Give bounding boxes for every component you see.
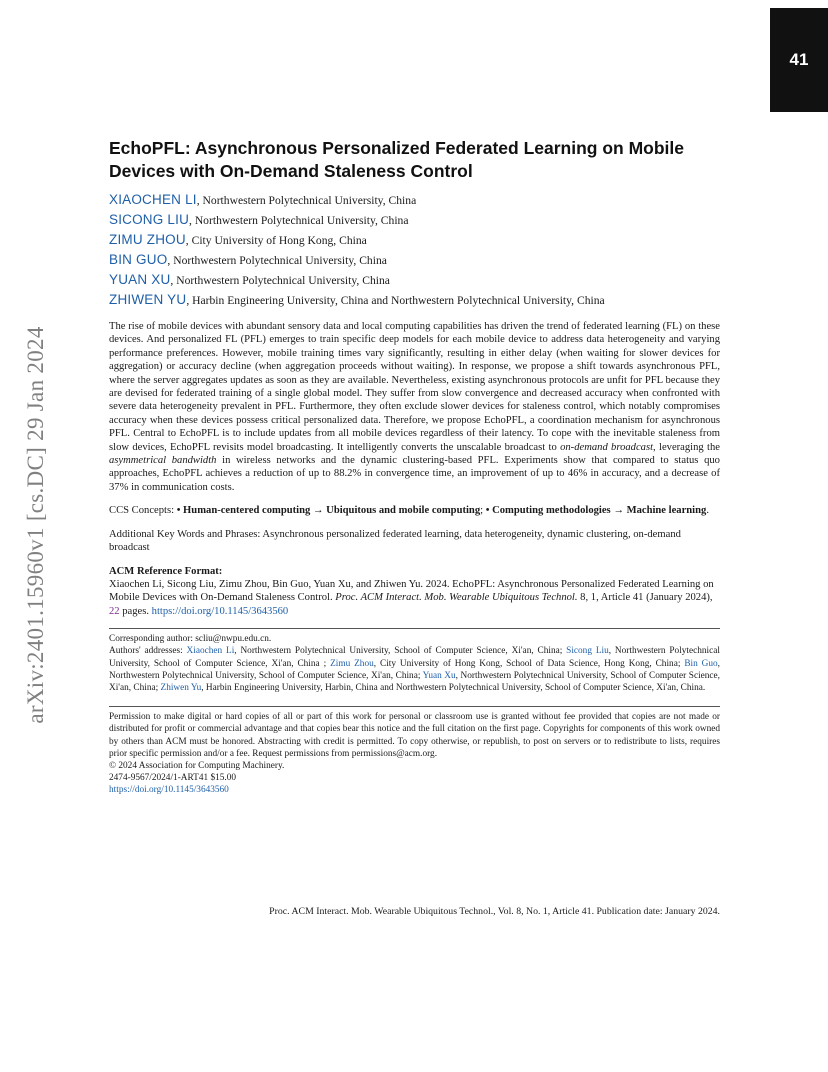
keywords: Additional Key Words and Phrases: Asynchronous personalized federated learning, data heterogeneity, dynamic clustering, on-demand broadcast xyxy=(109,528,681,554)
permission-notice: Permission to make digital or hard copies of all or part of this work for personal or classroom use is granted without fee provided that copies are not made or distributed for profit or commercial advantage and that copies bear this notice and the full citation on the first page. Copyrights for components of this work owned by others than ACM must be honored. Abstracting with credit is permitted. To copy otherwise, or republish, to post on servers or to redistribute to lists, requires prior specific permission and/or a fee. Request permissions from permissions@acm.org. xyxy=(109,712,720,759)
permission-block xyxy=(109,706,720,796)
ccs-concept: • Computing methodologies → Machine learning xyxy=(485,505,707,517)
address-name-link[interactable]: Zimu Zhou xyxy=(330,658,374,669)
author-name[interactable]: ZIMU ZHOU xyxy=(109,232,186,247)
ccs-concepts xyxy=(109,504,720,517)
author-line xyxy=(109,250,720,270)
copyright: © 2024 Association for Computing Machinery. xyxy=(109,760,285,771)
abstract-text: in wireless networks and the dynamic clustering-based PFL. Experiments show that compared to status quo approaches, EchoPFL achieves a reduction of up to 88.2% in convergence time, an improvement of up to 46% in accuracy, and a decrease of 37% in communication costs. xyxy=(109,455,720,493)
author-line xyxy=(109,270,720,290)
page-count-link[interactable]: 22 xyxy=(109,605,120,617)
author-addresses xyxy=(109,645,720,694)
paper-title: EchoPFL: Asynchronous Personalized Federated Learning on Mobile Devices with On-Demand Staleness Control xyxy=(109,138,684,181)
address-name-link[interactable]: Xiaochen Li xyxy=(186,646,235,657)
acm-reference xyxy=(109,578,720,618)
author-affiliation: , City University of Hong Kong, China xyxy=(185,234,367,247)
address-text: , Northwestern Polytechnical University, School of Computer Science, Xi'an, China; xyxy=(234,646,567,657)
author-affiliation: , Northwestern Polytechnical University, China xyxy=(167,254,387,267)
author-list xyxy=(109,190,720,310)
author-name[interactable]: YUAN XU xyxy=(109,272,171,287)
address-text: , Northwestern Polytechnical University, School of Computer Science, Xi'an, China; xyxy=(109,670,721,693)
author-line xyxy=(109,230,720,250)
address-name-link[interactable]: Bin Guo xyxy=(684,658,718,669)
abstract-text: The rise of mobile devices with abundant sensory data and local computing capabilities has driven the trend of federated learning (FL) on these devices. And personalized FL (PFL) emerges to train specific deep models for each mobile device to address data heterogeneity and varying performance preferences. However, mobile training times vary significantly, resulting in either delay (when waiting for slower devices for aggregation) or accuracy decline (when aggregation proceeds without waiting). In response, we propose a shift towards asynchronous PFL, where the server aggregates updates as soon as they are available. Nevertheless, existing asynchronous protocols are unfit for PFL because they are devised for federated training of a single global model. They suffer from slow convergence and decreased accuracy when confronted with severe data heterogeneity prevalent in PFL. Furthermore, they often exclude slower devices for staleness control, which notably compromises accuracy when these devices possess critical personalized data. Therefore, we propose EchoPFL, a coordination mechanism for asynchronous PFL. Central to EchoPFL is to include updates from all mobile devices regardless of their latency. To cope with the inevitable staleness from slow devices, EchoPFL revisits model broadcasting. It intelligently converts the unscalable broadcast to xyxy=(109,321,720,453)
address-text: , Harbin Engineering University, Harbin, China and Northwestern Polytechnical University, School of Computer Science, Xi'an, China. xyxy=(201,682,706,693)
reference-text: pages. xyxy=(119,605,152,617)
address-name-link[interactable]: Zhiwen Yu xyxy=(160,682,202,693)
author-affiliation: , Harbin Engineering University, China and Northwestern Polytechnical University, China xyxy=(186,294,605,307)
abstract-emphasis: on-demand broadcast xyxy=(560,441,654,453)
footer-doi-link[interactable]: https://doi.org/10.1145/3643560 xyxy=(109,785,229,796)
addresses-lead: Authors' addresses: xyxy=(109,646,187,657)
doi-link[interactable]: https://doi.org/10.1145/3643560 xyxy=(151,605,289,617)
arxiv-watermark: arXiv:2401.15960v1 [cs.DC] 29 Jan 2024 xyxy=(23,326,48,724)
reference-journal: Proc. ACM Interact. Mob. Wearable Ubiquitous Technol. xyxy=(335,592,578,604)
footnote-divider xyxy=(109,628,720,629)
abstract-text: , leveraging the xyxy=(653,441,720,453)
author-name[interactable]: XIAOCHEN LI xyxy=(109,192,197,207)
ccs-concept: • Human-centered computing → Ubiquitous and mobile computing xyxy=(176,505,481,517)
paper-body xyxy=(109,137,720,797)
author-line xyxy=(109,190,720,210)
page-number: 41 xyxy=(789,50,809,69)
running-footer: Proc. ACM Interact. Mob. Wearable Ubiquitous Technol., Vol. 8, No. 1, Article 41. Publication date: January 2024. xyxy=(269,906,720,917)
address-name-link[interactable]: Yuan Xu xyxy=(422,670,456,681)
address-text: , Northwestern Polytechnical University, School of Computer Science, Xi'an, China; xyxy=(109,658,720,681)
author-line xyxy=(109,210,720,230)
address-name-link[interactable]: Sicong Liu xyxy=(566,646,609,657)
author-name[interactable]: BIN GUO xyxy=(109,252,168,267)
author-line xyxy=(109,290,720,310)
author-affiliation: , Northwestern Polytechnical University, China xyxy=(170,274,390,287)
author-name[interactable]: ZHIWEN YU xyxy=(109,292,187,307)
acm-reference-heading: ACM Reference Format: xyxy=(109,565,223,577)
ccs-end: . xyxy=(706,505,709,517)
ccs-separator: ; xyxy=(480,505,486,517)
author-name[interactable]: SICONG LIU xyxy=(109,212,190,227)
address-text: , City University of Hong Kong, School of Data Science, Hong Kong, China; xyxy=(373,658,685,669)
abstract-emphasis: asymmetrical bandwidth xyxy=(109,455,217,467)
abstract xyxy=(109,320,720,494)
reference-text: Xiaochen Li, Sicong Liu, Zimu Zhou, Bin Guo, Yuan Xu, and Zhiwen Yu. 2024. EchoPFL: Asynchronous Personalized Federated Learning on Mobile Devices with On-Demand Staleness Control. xyxy=(109,578,714,604)
author-affiliation: , Northwestern Polytechnical University, China xyxy=(189,214,409,227)
page-number-tab xyxy=(770,8,828,112)
issn: 2474-9567/2024/1-ART41 $15.00 xyxy=(109,773,237,784)
address-text: , Northwestern Polytechnical University, School of Computer Science, Xi'an, China ; xyxy=(109,646,720,669)
reference-text: 8, 1, Article 41 (January 2024), xyxy=(577,592,713,604)
corresponding-author: Corresponding author: scliu@nwpu.edu.cn. xyxy=(109,634,272,645)
author-affiliation: , Northwestern Polytechnical University, China xyxy=(196,194,417,207)
ccs-label: CCS Concepts: xyxy=(109,505,177,517)
permission-divider xyxy=(109,706,720,707)
